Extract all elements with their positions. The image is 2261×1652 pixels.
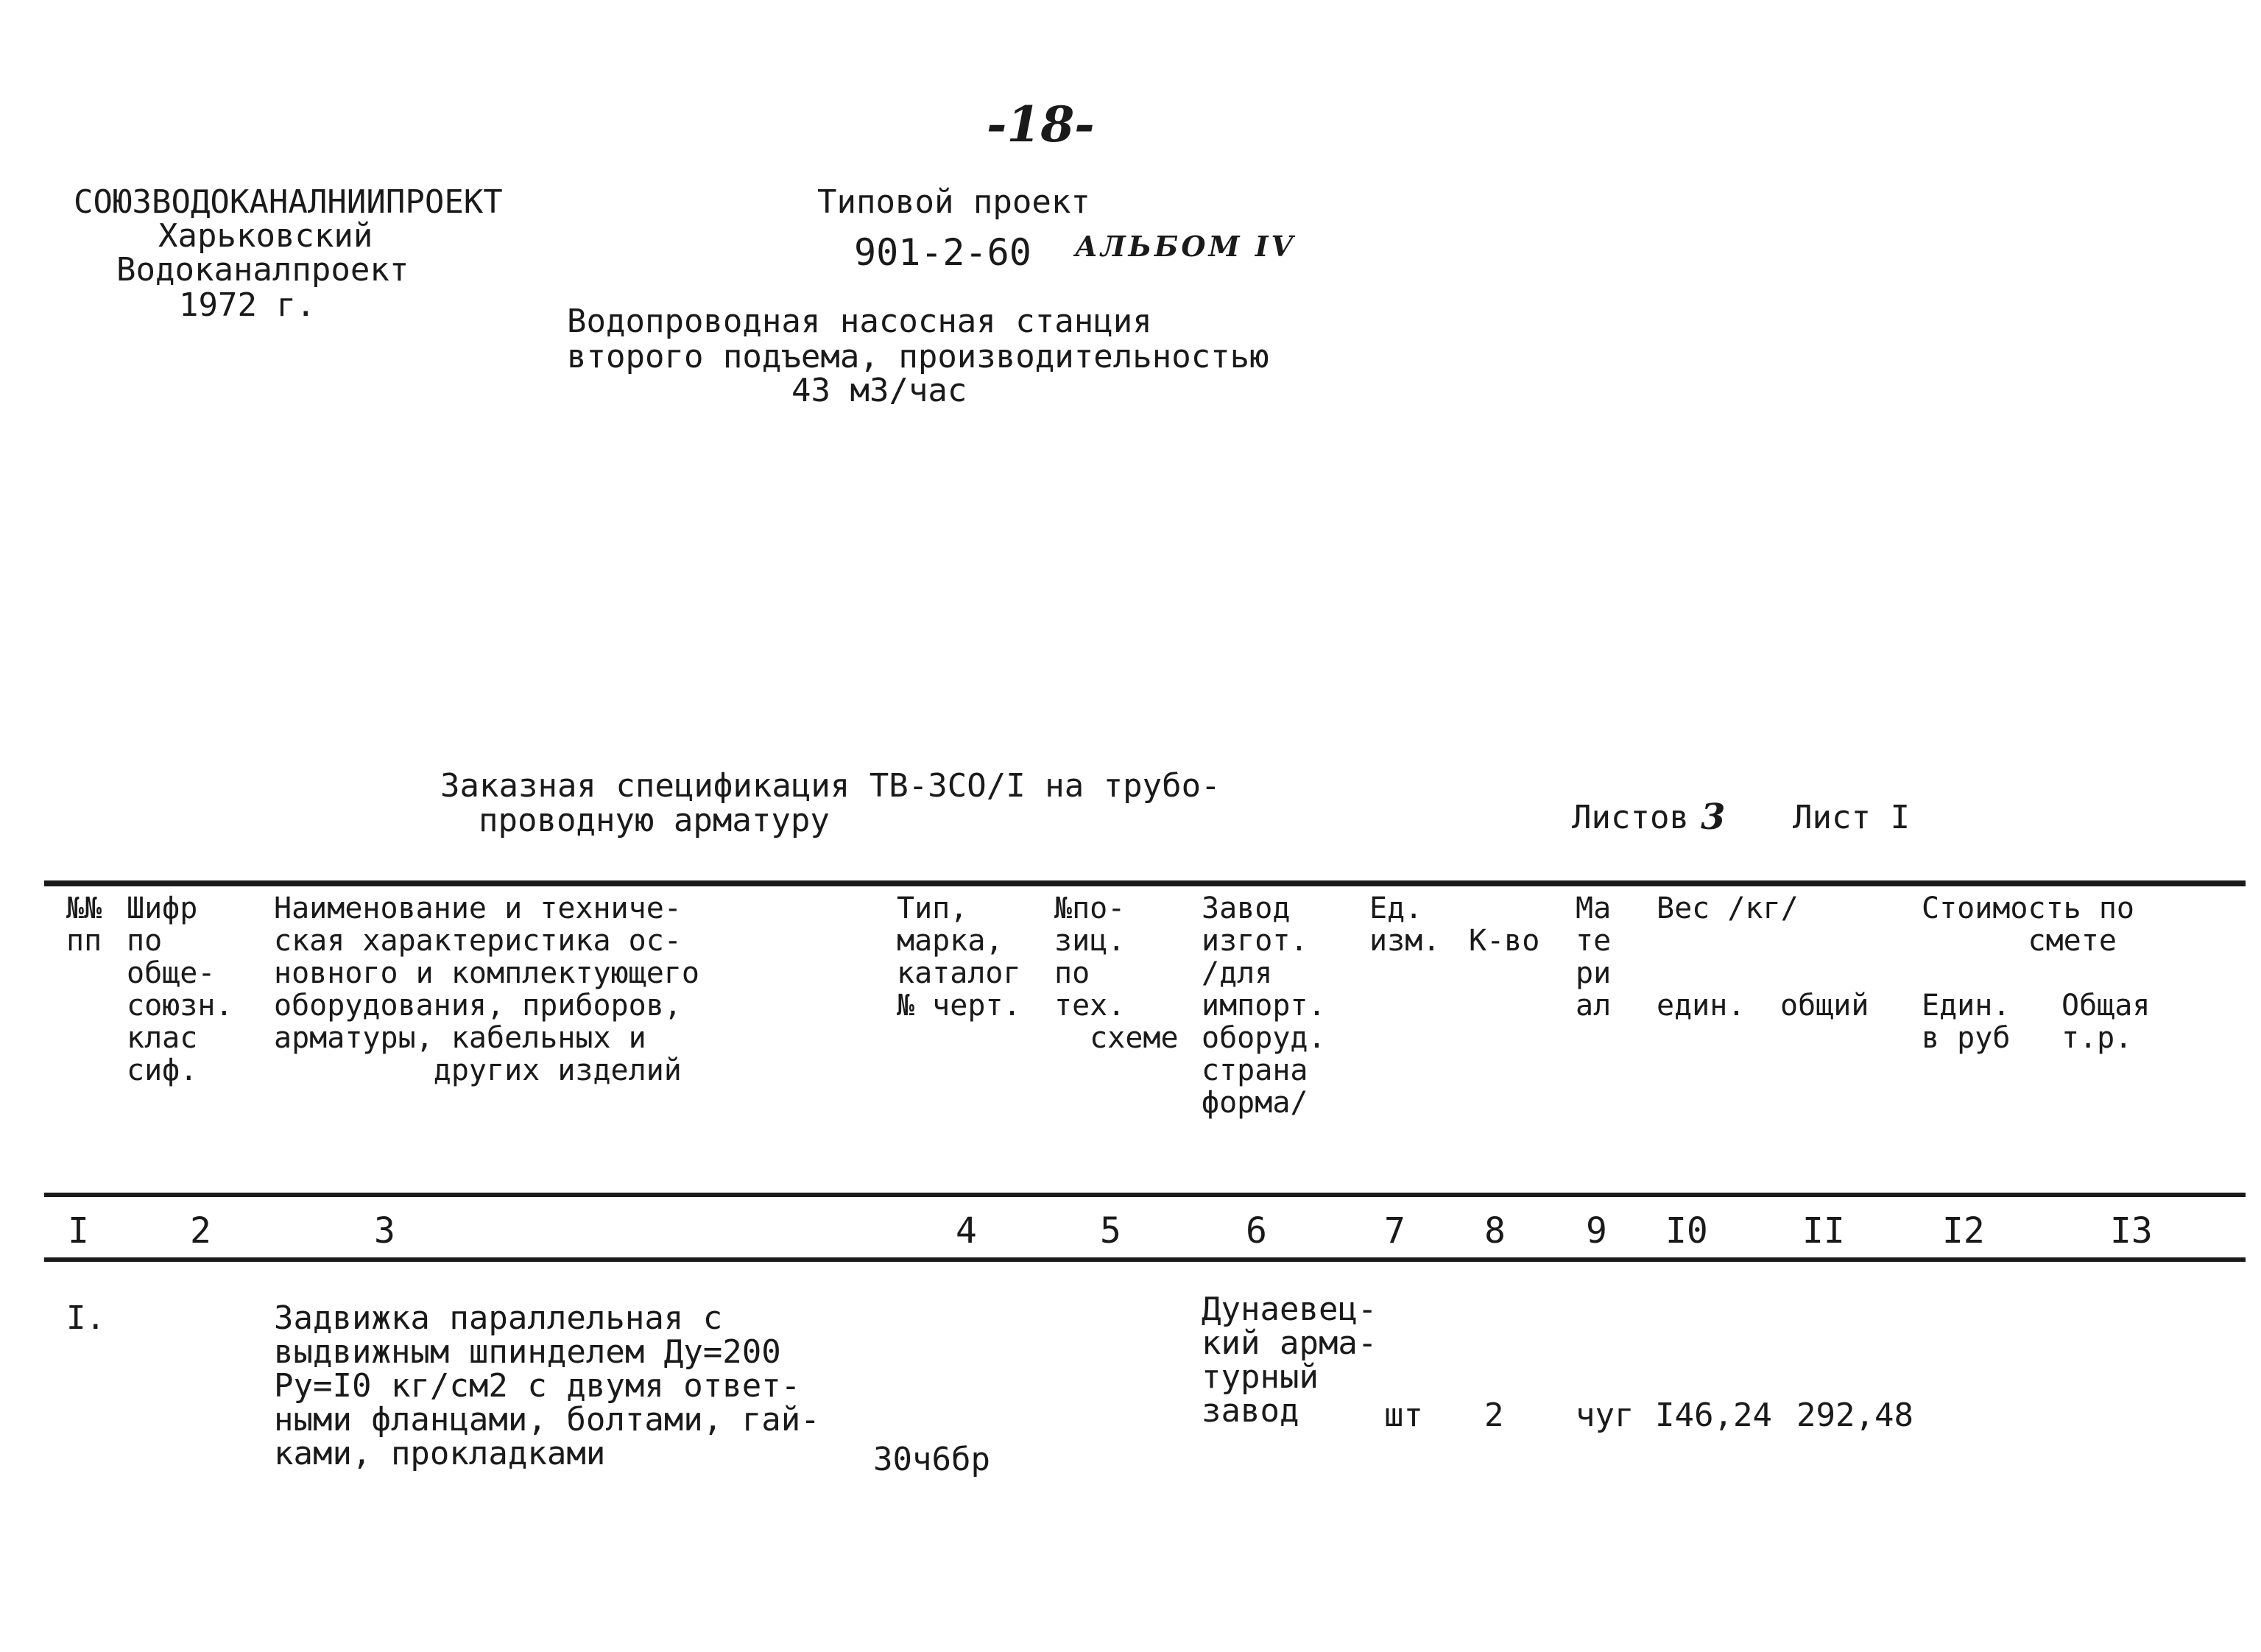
row-1-type: 30ч6бр [873, 1441, 990, 1478]
header-weight-group: Вес /кг/ [1657, 892, 1799, 925]
sheets-label: Листов [1572, 799, 1689, 836]
column-number-3: 3 [374, 1210, 395, 1252]
album-label: АЛЬБОМ IV [1075, 230, 1297, 263]
column-number-1: I [68, 1210, 89, 1252]
header-col-9: Ма те ри ал [1576, 892, 1612, 1023]
header-col-11: общий [1780, 989, 1869, 1023]
spec-title-1: Заказная спецификация ТВ-3СО/I на трубо- [440, 767, 1221, 805]
project-desc-3: 43 м3/час [791, 372, 967, 409]
org-city: Харьковский [158, 217, 373, 255]
org-name: СОЮЗВОДОКАНАЛНИИПРОЕКТ [74, 183, 503, 221]
project-desc-2: второго подъема, производительностью [567, 338, 1269, 375]
sheet-number: Лист I [1793, 799, 1910, 836]
row-1-number: I. [66, 1299, 105, 1337]
row-1-factory: Дунаевец- кий арма- турный завод [1202, 1291, 1378, 1430]
page-number: -18- [987, 96, 1095, 153]
header-col-10: един. [1657, 989, 1746, 1023]
column-number-13: I3 [2110, 1210, 2153, 1252]
table-header-rule [44, 1193, 2246, 1197]
header-col-12: Един. в руб [1922, 989, 2011, 1055]
row-1-qty: 2 [1484, 1397, 1504, 1434]
header-col-3: Наименование и техниче- ская характеристика ос- новного и комплектующего оборудования, приборов, арматуры, кабельных и других изделий [274, 892, 699, 1087]
column-number-6: 6 [1246, 1210, 1267, 1252]
column-number-2: 2 [190, 1210, 211, 1252]
table-colnum-rule [44, 1257, 2246, 1262]
header-col-4: Тип, марка, каталог № черт. [897, 892, 1021, 1023]
column-number-11: II [1802, 1210, 1845, 1252]
org-year: 1972 г. [179, 286, 316, 324]
header-col-8: К-во [1469, 924, 1540, 958]
row-1-name: Задвижка параллельная с выдвижным шпинделем Ду=200 Ру=I0 кг/см2 с двумя ответ- ными фланцами, болтами, гай- ками, прокладками [274, 1299, 820, 1472]
header-col-1: №№ пп [66, 892, 102, 958]
column-number-5: 5 [1100, 1210, 1121, 1252]
project-code: 901-2-60 [854, 231, 1031, 274]
header-col-6: Завод изгот. /для импорт. оборуд. страна форма/ [1202, 892, 1326, 1120]
column-number-8: 8 [1484, 1210, 1506, 1252]
org-institute: Водоканалпроект [116, 251, 409, 289]
column-number-9: 9 [1586, 1210, 1607, 1252]
column-number-10: I0 [1665, 1210, 1708, 1252]
header-col-2: Шифр по обще- союзн. клас сиф. [127, 892, 233, 1087]
header-col-7: Ед. изм. [1369, 892, 1441, 958]
row-1-unit: шт [1384, 1397, 1423, 1434]
project-desc-1: Водопроводная насосная станция [567, 303, 1152, 340]
table-top-rule [44, 880, 2246, 886]
column-number-4: 4 [956, 1210, 977, 1252]
row-1-material: чуг [1576, 1397, 1634, 1434]
spec-title-2: проводную арматуру [479, 802, 830, 839]
row-1-weight-unit: I46,24 [1655, 1397, 1772, 1434]
row-1-weight-total: 292,48 [1796, 1397, 1913, 1434]
project-title: Типовой проект [817, 183, 1090, 221]
header-col-13: Общая т.р. [2061, 989, 2151, 1055]
column-number-7: 7 [1384, 1210, 1405, 1252]
column-number-12: I2 [1942, 1210, 1985, 1252]
header-col-5: №по- зиц. по тех. схеме [1054, 892, 1179, 1055]
sheets-count: 3 [1701, 797, 1726, 838]
header-cost-group: Стоимость по смете [1922, 892, 2134, 958]
